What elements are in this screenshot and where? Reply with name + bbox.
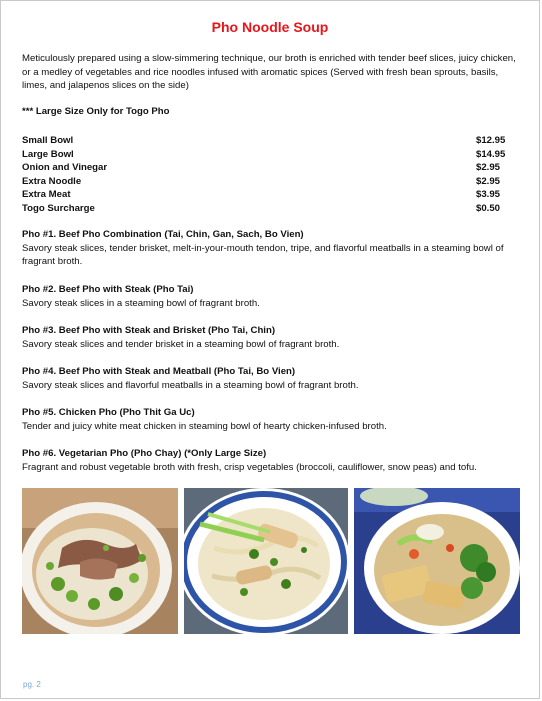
dish-description: Savory steak slices and flavorful meatballs in a steaming bowl of fragrant broth. (22, 379, 359, 391)
dish-pho-1 (22, 228, 518, 269)
price-item: Extra Noodle (22, 175, 82, 187)
dish-description: Savory steak slices and tender brisket in a steaming bowl of fragrant broth. (22, 338, 340, 350)
beef-pho-photo (22, 488, 178, 634)
price-value: $2.95 (476, 162, 501, 174)
dish-pho-3 (22, 324, 518, 351)
price-item: Large Bowl (22, 148, 74, 160)
price-row (22, 202, 518, 216)
togo-note: *** Large Size Only for Togo Pho (22, 106, 170, 117)
price-row (22, 161, 518, 175)
intro-paragraph: Meticulously prepared using a slow-simmering technique, our broth is enriched with tender beef slices, juicy chicken, or a medley of vegetables and rice noodles infused with aromatic spices (Served with fresh bean sprouts, basils, limes, and jalapenos slices on the side) (22, 53, 516, 92)
dish-name: Pho #1. Beef Pho Combination (Tai, Chin, Gan, Sach, Bo Vien) (22, 229, 304, 240)
dish-pho-5 (22, 406, 518, 433)
dish-pho-4 (22, 365, 518, 392)
price-row (22, 134, 518, 148)
price-row (22, 188, 518, 202)
dish-description: Savory steak slices in a steaming bowl of fragrant broth. (22, 297, 260, 309)
dish-description: Fragrant and robust vegetable broth with fresh, crisp vegetables (broccoli, cauliflower, snow peas) and tofu. (22, 461, 477, 473)
dish-pho-2 (22, 283, 518, 310)
dish-pho-6 (22, 447, 518, 474)
price-row (22, 175, 518, 189)
dish-name: Pho #4. Beef Pho with Steak and Meatball (Pho Tai, Bo Vien) (22, 366, 296, 377)
dish-name: Pho #6. Vegetarian Pho (Pho Chay) (*Only Large Size) (22, 448, 267, 459)
price-value: $14.95 (476, 148, 506, 160)
price-value: $0.50 (476, 202, 501, 214)
price-item: Togo Surcharge (22, 202, 95, 214)
price-list (22, 134, 518, 216)
page-title: Pho Noodle Soup (211, 19, 329, 35)
price-row (22, 148, 518, 162)
price-item: Small Bowl (22, 135, 74, 146)
price-value: $3.95 (476, 189, 501, 201)
price-item: Extra Meat (22, 189, 71, 201)
dish-name: Pho #3. Beef Pho with Steak and Brisket (Pho Tai, Chin) (22, 325, 276, 336)
price-value: $2.95 (476, 175, 501, 187)
page-number: pg. 2 (23, 680, 41, 689)
dish-name: Pho #5. Chicken Pho (Pho Thit Ga Uc) (22, 407, 195, 418)
vegetarian-pho-photo (354, 488, 520, 634)
price-value: $12.95 (476, 135, 506, 146)
price-item: Onion and Vinegar (22, 162, 108, 174)
dish-name: Pho #2. Beef Pho with Steak (Pho Tai) (22, 284, 194, 295)
dish-description: Savory steak slices, tender brisket, melt-in-your-mouth tendon, tripe, and flavorful meatballs in a steaming bowl of fragrant broth. (22, 242, 504, 268)
chicken-pho-photo (184, 488, 348, 634)
dish-description: Tender and juicy white meat chicken in steaming bowl of hearty chicken-infused broth. (22, 420, 387, 432)
